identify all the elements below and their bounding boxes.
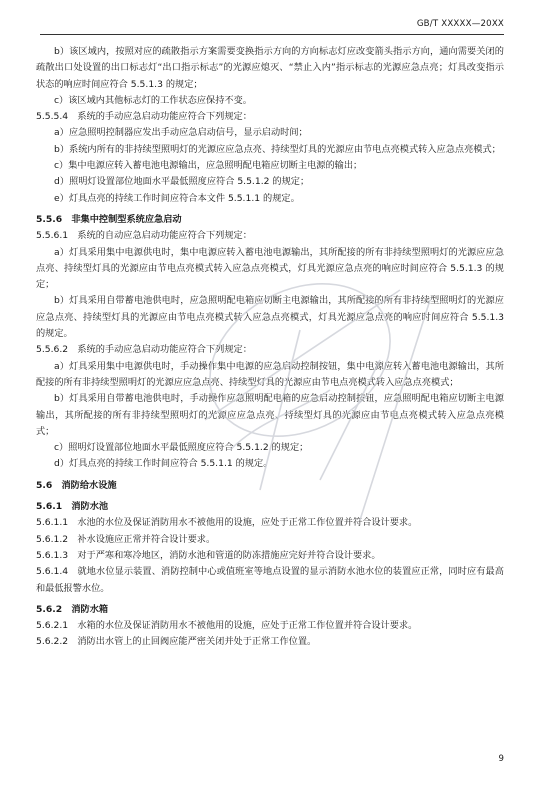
- list-item: c）该区域内其他标志灯的工作状态应保持不变。: [54, 94, 252, 106]
- clause-paragraph: 5.6.1.1 水池的水位及保证消防用水不被他用的设施，应处于正常工作位置并符合设计要求。: [36, 517, 418, 529]
- clause-paragraph: 5.5.5.4 系统的手动应急启动功能应符合下列规定：: [36, 111, 252, 123]
- clause-paragraph: 5.6.2.2 消防出水管上的止回阀应能严密关闭并处于正常工作位置。: [36, 636, 317, 648]
- list-item: a）应急照明控制器应发出手动应急启动信号，显示启动时间；: [54, 127, 308, 139]
- clause-paragraph: 5.6.1.2 补水设施应正常并符合设计要求。: [36, 533, 216, 545]
- list-item: a）灯具采用集中电源供电时，集中电源应转入蓄电池电源输出，其所配接的所有非持续型照明灯的光源应应急点亮、持续型灯具的光源应由节电点亮模式转入应急点亮模式，灯具光源应急点亮的响应时间应符合 5.5.1.3 的规定；: [36, 246, 504, 291]
- clause-paragraph: 5.6.1.3 对于严寒和寒冷地区，消防水池和管道的防冻措施应完好并符合设计要求。: [36, 549, 381, 561]
- document-body: [36, 44, 504, 651]
- list-item: d）照明灯设置部位地面水平最低照度应符合 5.5.1.2 的规定；: [54, 176, 310, 188]
- section-heading: 5.6.2 消防水箱: [36, 603, 109, 615]
- section-heading: 5.5.6 非集中控制型系统应急启动: [36, 213, 182, 225]
- clause-paragraph: 5.6.2.1 水箱的水位及保证消防用水不被他用的设施，应处于正常工作位置并符合设计要求。: [36, 620, 418, 632]
- header-rule: [40, 34, 504, 35]
- standard-code: GB/T XXXXX—20XX: [416, 19, 504, 29]
- clause-paragraph: 5.5.6.1 系统的自动应急启动功能应符合下列规定：: [36, 230, 252, 242]
- list-item: c）集中电源应转入蓄电池电源输出，应急照明配电箱应切断主电源的输出；: [54, 160, 363, 172]
- list-item: b）该区域内，按照对应的疏散指示方案需要变换指示方向的方向标志灯应改变箭头指示方向，通向需要关闭的疏散出口处设置的出口标志灯“出口指示标志”的光源应熄灭、“禁止入内”指示标志的光源应急点亮；灯具改变指示状态的响应时间应符合 5.5.1.3 的规定；: [36, 46, 504, 90]
- clause-paragraph: 5.5.6.2 系统的手动应急启动功能应符合下列规定：: [36, 344, 252, 356]
- list-item: a）灯具采用集中电源供电时，手动操作集中电源的应急启动控制按钮，集中电源应转入蓄电池电源输出，其所配接的所有非持续型照明灯的光源应应急点亮、持续型灯具的光源应由节电点亮模式转入应急点亮模式；: [36, 360, 504, 388]
- section-heading: 5.6 消防给水设施: [36, 479, 117, 491]
- page-number: 9: [498, 754, 504, 764]
- list-item: e）灯具点亮的持续工作时间应符合本文件 5.5.1.1 的规定。: [54, 192, 300, 204]
- list-item: b）灯具采用自带蓄电池供电时，手动操作应急照明配电箱的应急启动控制按钮，应急照明配电箱应切断主电源输出，其所配接的所有非持续型照明灯的光源应应急点亮、持续型灯具的光源应由节电点亮模式转入应急点亮模式；: [36, 393, 504, 437]
- section-heading: 5.6.1 消防水池: [36, 501, 109, 513]
- list-item: c）照明灯设置部位地面水平最低照度应符合 5.5.1.2 的规定；: [54, 442, 309, 454]
- page-header: [417, 19, 504, 29]
- list-item: b）灯具采用自带蓄电池供电时，应急照明配电箱应切断主电源输出，其所配接的所有非持续型照明灯的光源应应急点亮、持续型灯具的光源应由节电点亮模式转入应急点亮模式，灯具光源应急点亮的响应时间应符合 5.5.1.3 的规定。: [36, 295, 504, 340]
- list-item: d）灯具点亮的持续工作时间应符合 5.5.1.1 的规定。: [54, 458, 273, 470]
- list-item: b）系统内所有的非持续型照明灯的光源应应急点亮、持续型灯具的光源应由节电点亮模式转入应急点亮模式；: [54, 143, 501, 155]
- clause-paragraph: 5.6.1.4 就地水位显示装置、消防控制中心或值班室等地点设置的显示消防水池水位的装置应正常，同时应有最高和最低报警水位。: [36, 566, 504, 594]
